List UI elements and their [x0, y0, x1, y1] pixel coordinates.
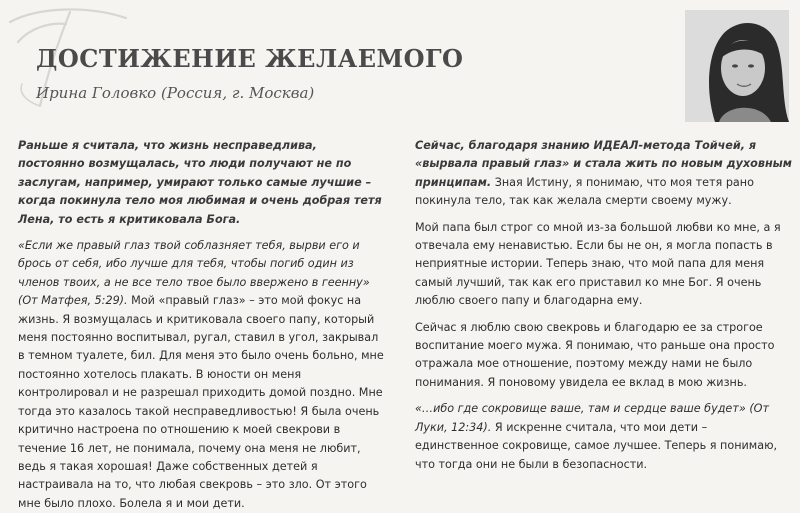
right-para1-text: Зная Истину, я понимаю, что моя тетя рано покинула тело, так как желала смерти своему мужу. — [415, 175, 754, 208]
matthew-quote-ref: (От Матфея, 5:29). — [18, 294, 128, 308]
article-title: ДОСТИЖЕНИЕ ЖЕЛАЕМОГО — [36, 44, 464, 73]
left-column — [18, 137, 386, 513]
left-lead-paragraph: Раньше я считала, что жизнь несправедлива, постоянно возмущалась, что люди получают не по заслугам, например, умирают только самые лучшие – когда покинула тело моя любимая и очень добрая тетя Лена, то есть я критиковала Бога. — [18, 139, 382, 226]
right-para2: Мой папа был строг со мной из-за большой любви ко мне, а я отвечала ему ненавистью. Если бы не он, я могла попасть в неприятные истории. Теперь знаю, что мой папа для меня самый лучший, так как его приставил ко мне Бог. Я очень люблю своего папу и благодарна ему. — [415, 220, 781, 308]
luke-quote-ref: (От Луки, 12:34). — [415, 402, 769, 434]
right-first-paragraph — [415, 137, 793, 211]
right-para3: Сейчас я люблю свою свекровь и благодарю ее за строгое воспитание моего мужа. Я понимаю, что раньше она просто отражала мое отношение, поэтому между нами не было понимания. Я поновому увидела ее вклад в мою жизнь. — [415, 320, 775, 389]
right-lead-text: Сейчас, благодаря знанию ИДЕАЛ-метода Тойчей, я «вырвала правый глаз» и стала жить по новым духовным принципам. — [415, 139, 792, 189]
luke-quote: «…ибо где сокровище ваше, там и сердце ваше будет» — [415, 402, 746, 416]
left-body-paragraph — [18, 237, 386, 513]
article-author: Ирина Головко (Россия, г. Москва) — [36, 84, 315, 102]
author-photo — [685, 10, 789, 122]
left-body-text: Мой «правый глаз» – это мой фокус на жизнь. Я возмущалась и критиковала своего папу, который меня постоянно воспитывал, ругал, ставил в угол, закрывал в темном туалете, бил. Для меня это было очень больно, мне постоянно хотелось плакать. В юности он меня контролировал и не разрешал приходить домой поздно. Мне тогда это казалось такой несправедливостью! Я была очень критично настроена по отношению к моей свекрови в течение 16 лет, не понимала, почему она меня не любит, ведь я такая хорошая! Даже собственных детей я настраивала на то, что любая свекровь – это зло. От этого мне было плохо. Болела я и мои дети. — [18, 294, 384, 510]
right-para4-text: Я искренне считала, что мои дети – единственное сокровище, самое лучшее. Теперь я понимаю, что тогда они не были в безопасности. — [415, 420, 778, 471]
right-para4 — [415, 400, 793, 474]
right-column — [415, 137, 793, 474]
portrait-image — [685, 10, 789, 122]
matthew-quote: «Если же правый глаз твой соблазняет тебя, вырви его и брось от себя, ибо лучше для тебя, чтобы погиб один из членов твоих, а не все тело твое было ввержено в геенну» — [18, 239, 370, 289]
